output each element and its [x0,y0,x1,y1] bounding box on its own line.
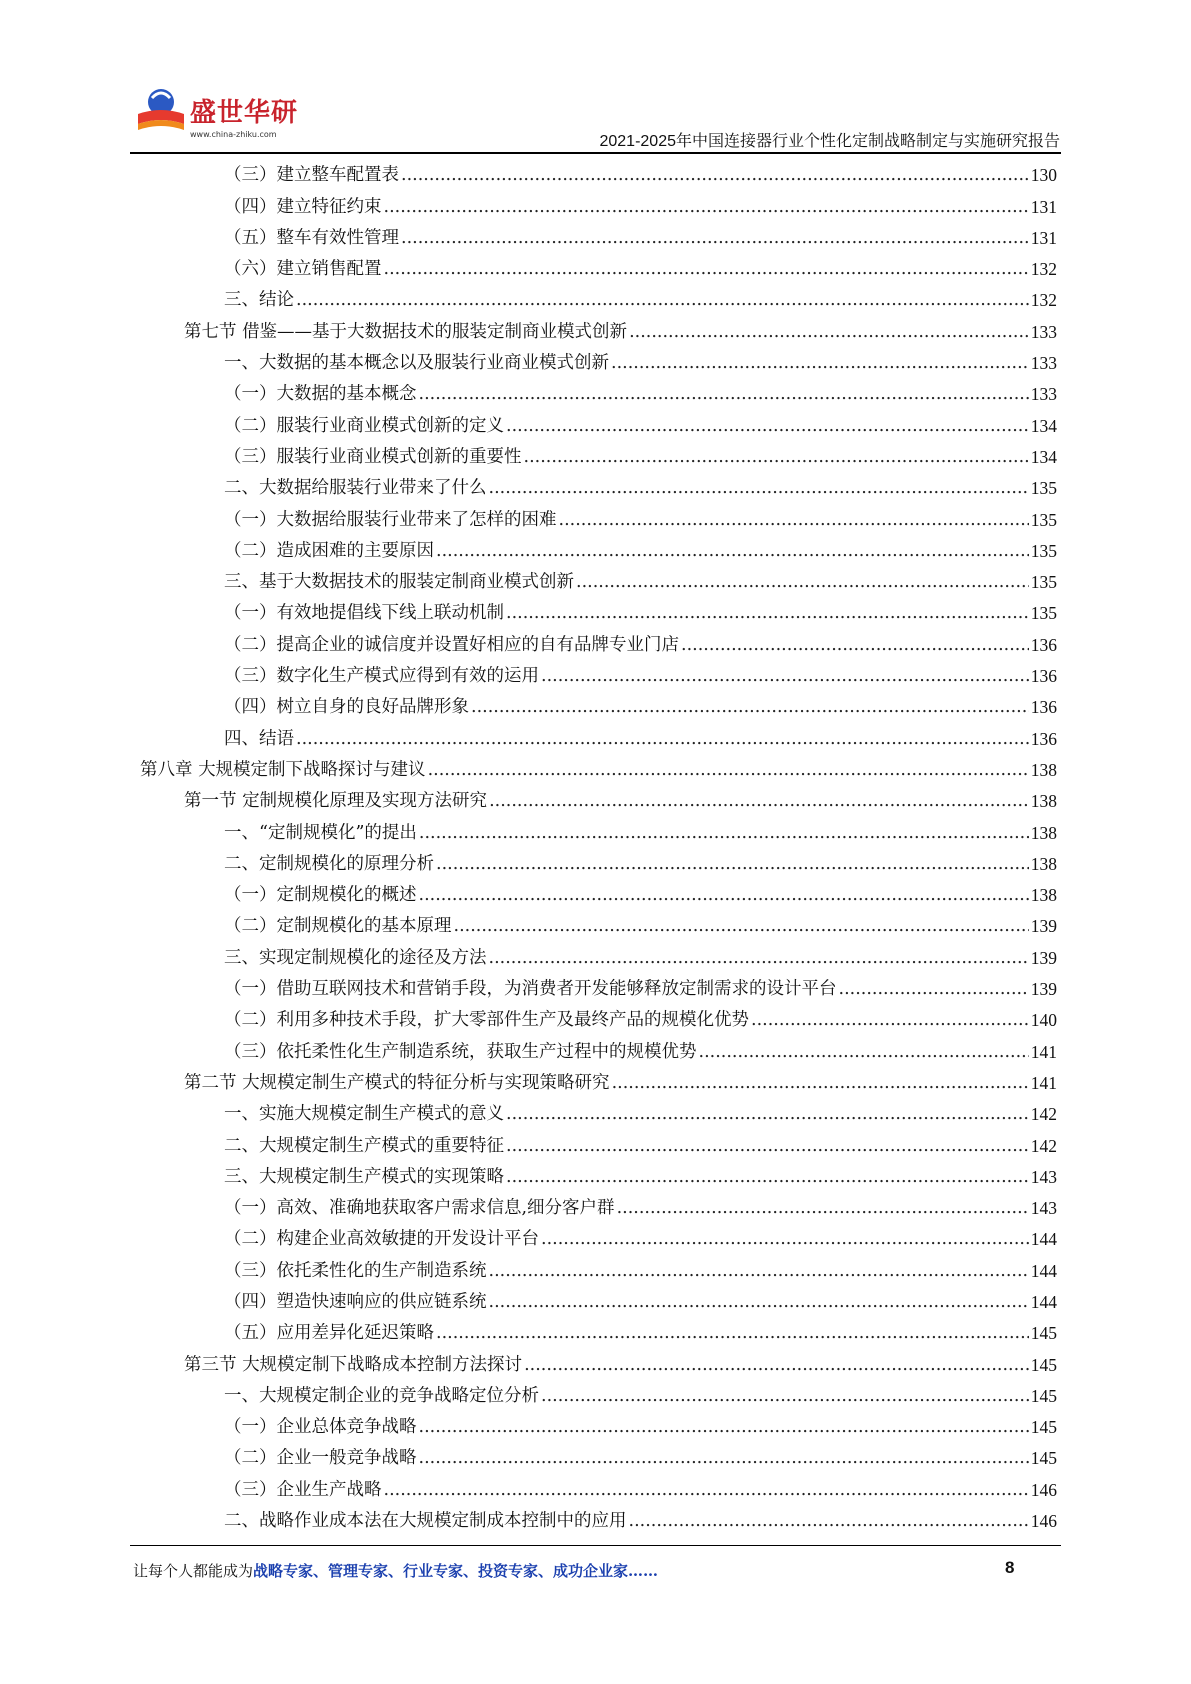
toc-entry[interactable] [140,410,1057,441]
toc-entry-page: 144 [1030,1260,1057,1281]
toc-entry-page: 131 [1030,196,1057,217]
toc-entry-page: 130 [1030,165,1057,186]
toc-entry-page: 134 [1030,446,1057,467]
toc-entry-title: （二）提高企业的诚信度并设置好相应的自有品牌专业门店 [224,634,679,655]
slogan-prefix: 让每个人都能成为 [133,1562,254,1580]
toc-dot-leader [541,661,1029,692]
toc-entry-title: （二）定制规模化的基本原理 [224,916,452,937]
toc-entry[interactable] [140,911,1057,942]
toc-entry-title: 第二节 大规模定制生产模式的特征分析与实现策略研究 [184,1072,610,1093]
toc-entry-title: 三、实现定制规模化的途径及方法 [224,947,487,968]
toc-entry-title: （一）高效、准确地获取客户需求信息,细分客户群 [224,1198,615,1219]
toc-entry[interactable] [140,974,1057,1005]
toc-entry-page: 140 [1030,1010,1057,1031]
toc-entry[interactable] [140,254,1057,285]
toc-entry[interactable] [140,1068,1057,1099]
toc-dot-leader [839,974,1029,1005]
toc-dot-leader [506,598,1029,629]
toc-dot-leader [699,1037,1029,1068]
toc-entry[interactable] [140,598,1057,629]
toc-dot-leader [751,1005,1029,1036]
toc-entry-title: （三）依托柔性化生产制造系统，获取生产过程中的规模优势 [224,1041,697,1062]
toc-dot-leader [401,223,1029,254]
toc-entry-title: （一）大数据的基本概念 [224,384,417,405]
toc-entry-title: 二、定制规模化的原理分析 [224,853,434,874]
toc-entry[interactable] [140,1193,1057,1224]
toc-entry-page: 145 [1030,1448,1057,1469]
toc-entry-page: 143 [1030,1198,1057,1219]
toc-entry-page: 133 [1030,384,1057,405]
brand-name: 盛世华研 [190,98,299,128]
toc-dot-leader [471,692,1029,723]
toc-dot-leader [436,1318,1029,1349]
toc-entry[interactable] [140,316,1057,347]
toc-entry-title: （二）服装行业商业模式创新的定义 [224,415,504,436]
toc-entry[interactable] [140,1349,1057,1380]
toc-entry-page: 135 [1030,509,1057,530]
toc-entry-page: 138 [1030,853,1057,874]
page-number: 8 [1005,1558,1015,1577]
toc-entry-title: （三）数字化生产模式应得到有效的运用 [224,666,539,687]
toc-entry-title: （二）企业一般竞争战略 [224,1448,417,1469]
toc-entry-page: 144 [1030,1229,1057,1250]
toc-entry-title: （一）借助互联网技术和营销手段，为消费者开发能够释放定制需求的设计平台 [224,979,837,1000]
toc-entry-title: （二）造成困难的主要原因 [224,540,434,561]
toc-entry-title: （一）定制规模化的概述 [224,885,417,906]
toc-entry-title: （三）服装行业商业模式创新的重要性 [224,446,522,467]
toc-entry[interactable] [140,223,1057,254]
toc-entry-page: 138 [1030,791,1057,812]
toc-dot-leader [384,1475,1029,1506]
toc-dot-leader [681,630,1029,661]
toc-entry-title: （四）塑造快速响应的供应链系统 [224,1291,487,1312]
logo-icon [130,80,192,142]
toc-dot-leader [384,254,1029,285]
toc-entry[interactable] [140,473,1057,504]
toc-entry[interactable] [140,1443,1057,1474]
toc-entry-page: 132 [1030,290,1057,311]
toc-dot-leader [401,160,1029,191]
toc-dot-leader [506,1099,1029,1130]
toc-entry[interactable] [140,849,1057,880]
toc-entry-title: 一、大规模定制企业的竞争战略定位分析 [224,1385,539,1406]
toc-entry[interactable] [140,1318,1057,1349]
toc-dot-leader [524,442,1029,473]
company-logo [130,80,310,150]
toc-entry-title: 四、结语 [224,728,294,749]
toc-entry-page: 141 [1030,1041,1057,1062]
toc-entry-title: （四）树立自身的良好品牌形象 [224,697,469,718]
toc-dot-leader [506,1131,1029,1162]
toc-dot-leader [576,567,1029,598]
toc-dot-leader [559,505,1029,536]
toc-dot-leader [541,1224,1029,1255]
toc-entry-title: 一、“定制规模化”的提出 [224,822,417,843]
toc-entry-page: 138 [1030,822,1057,843]
toc-entry[interactable] [140,1224,1057,1255]
toc-dot-leader [506,1162,1029,1193]
toc-entry[interactable] [140,1162,1057,1193]
toc-dot-leader [419,880,1029,911]
toc-entry[interactable] [140,942,1057,973]
toc-entry-page: 139 [1030,947,1057,968]
toc-entry-page: 132 [1030,259,1057,280]
toc-dot-leader [506,411,1029,442]
toc-entry-title: （一）有效地提倡线下线上联动机制 [224,603,504,624]
toc-entry-page: 139 [1030,916,1057,937]
toc-entry-page: 136 [1030,728,1057,749]
toc-dot-leader [489,1287,1029,1318]
toc-entry-page: 136 [1030,634,1057,655]
toc-dot-leader [296,285,1029,316]
toc-entry-page: 144 [1030,1291,1057,1312]
toc-entry-title: （二）构建企业高效敏捷的开发设计平台 [224,1229,539,1250]
toc-entry-title: （五）应用差异化延迟策略 [224,1323,434,1344]
document-title: 2021-2025年中国连接器行业个性化定制战略制定与实施研究报告 [599,133,1060,150]
toc-entry-title: 三、大规模定制生产模式的实现策略 [224,1166,504,1187]
toc-dot-leader [419,379,1029,410]
toc-entry-title: 第三节 大规模定制下战略成本控制方法探讨 [184,1354,523,1375]
toc-entry-title: （三）建立整车配置表 [224,165,399,186]
toc-entry-page: 135 [1030,603,1057,624]
toc-entry-page: 139 [1030,979,1057,1000]
toc-entry[interactable] [140,692,1057,723]
toc-entry[interactable] [140,1099,1057,1130]
toc-entry[interactable] [140,1255,1057,1286]
toc-entry[interactable] [140,817,1057,848]
toc-entry-title: （六）建立销售配置 [224,259,382,280]
toc-dot-leader [296,724,1029,755]
toc-entry-page: 145 [1030,1354,1057,1375]
toc-entry-page: 133 [1030,353,1057,374]
toc-entry-page: 145 [1030,1385,1057,1406]
toc-entry-page: 136 [1030,666,1057,687]
toc-entry-page: 141 [1030,1072,1057,1093]
slogan-highlight: 战略专家、管理专家、行业专家、投资专家、成功企业家…… [253,1562,659,1580]
toc-entry[interactable] [140,536,1057,567]
toc-entry-page: 145 [1030,1323,1057,1344]
table-of-contents [140,160,1057,1537]
brand-website: www.china-zhiku.com [190,130,277,139]
toc-dot-leader [629,1506,1029,1537]
toc-entry[interactable] [140,160,1057,191]
toc-dot-leader [436,849,1029,880]
toc-entry-page: 134 [1030,415,1057,436]
toc-dot-leader [436,536,1029,567]
toc-entry-title: 第七节 借鉴——基于大数据技术的服装定制商业模式创新 [184,321,628,342]
toc-dot-leader [489,473,1029,504]
header-divider [130,152,1061,154]
toc-entry-page: 145 [1030,1417,1057,1438]
toc-entry-page: 135 [1030,540,1057,561]
toc-entry-page: 146 [1030,1511,1057,1532]
page-header [130,80,1060,150]
footer-divider [130,1545,1061,1546]
toc-entry-page: 142 [1030,1135,1057,1156]
toc-entry[interactable] [140,567,1057,598]
toc-dot-leader [617,1193,1029,1224]
toc-dot-leader [454,911,1029,942]
toc-dot-leader [428,755,1029,786]
footer-slogan [133,1560,658,1581]
toc-entry-title: （四）建立特征约束 [224,196,382,217]
toc-entry-page: 138 [1030,759,1057,780]
toc-entry[interactable] [140,504,1057,535]
toc-entry-title: 一、大数据的基本概念以及服装行业商业模式创新 [224,353,609,374]
toc-dot-leader [419,1443,1029,1474]
toc-entry[interactable] [140,1130,1057,1161]
toc-entry[interactable] [140,285,1057,316]
toc-entry-title: 二、大规模定制生产模式的重要特征 [224,1135,504,1156]
toc-entry-title: 第一节 定制规模化原理及实现方法研究 [184,791,488,812]
toc-entry-page: 136 [1030,697,1057,718]
toc-dot-leader [612,1068,1029,1099]
toc-entry-page: 146 [1030,1479,1057,1500]
toc-entry[interactable] [140,755,1057,786]
toc-entry-title: （五）整车有效性管理 [224,227,399,248]
toc-entry[interactable] [140,723,1057,754]
toc-entry[interactable] [140,1287,1057,1318]
toc-entry[interactable] [140,191,1057,222]
toc-entry[interactable] [140,629,1057,660]
toc-entry[interactable] [140,786,1057,817]
toc-dot-leader [489,1256,1029,1287]
toc-entry-title: 二、大数据给服装行业带来了什么 [224,478,487,499]
toc-entry-page: 135 [1030,572,1057,593]
toc-entry-title: 三、基于大数据技术的服装定制商业模式创新 [224,572,574,593]
toc-dot-leader [489,943,1029,974]
toc-entry-page: 142 [1030,1104,1057,1125]
toc-dot-leader [541,1381,1029,1412]
toc-entry[interactable] [140,1036,1057,1067]
toc-dot-leader [611,348,1029,379]
toc-entry[interactable] [140,348,1057,379]
toc-entry[interactable] [140,1506,1057,1537]
toc-entry[interactable] [140,379,1057,410]
toc-entry-title: 第八章 大规模定制下战略探讨与建议 [140,759,426,780]
toc-entry[interactable] [140,1474,1057,1505]
toc-entry-title: （三）企业生产战略 [224,1479,382,1500]
toc-entry-title: （二）利用多种技术手段，扩大零部件生产及最终产品的规模化优势 [224,1010,749,1031]
toc-entry[interactable] [140,880,1057,911]
toc-entry-page: 133 [1030,321,1057,342]
toc-dot-leader [629,317,1029,348]
toc-entry-title: 三、结论 [224,290,294,311]
toc-entry-title: （三）依托柔性化的生产制造系统 [224,1260,487,1281]
toc-entry[interactable] [140,1005,1057,1036]
toc-entry[interactable] [140,442,1057,473]
toc-dot-leader [384,192,1029,223]
toc-entry-page: 131 [1030,227,1057,248]
toc-entry-title: 一、实施大规模定制生产模式的意义 [224,1104,504,1125]
toc-entry-title: 二、战略作业成本法在大规模定制成本控制中的应用 [224,1511,627,1532]
toc-entry-title: （一）企业总体竞争战略 [224,1417,417,1438]
toc-entry-page: 138 [1030,885,1057,906]
toc-entry-page: 135 [1030,478,1057,499]
toc-dot-leader [489,786,1029,817]
toc-entry-page: 143 [1030,1166,1057,1187]
toc-entry[interactable] [140,1381,1057,1412]
toc-dot-leader [419,818,1029,849]
toc-entry[interactable] [140,1412,1057,1443]
toc-dot-leader [419,1412,1029,1443]
toc-dot-leader [524,1350,1029,1381]
toc-entry[interactable] [140,661,1057,692]
toc-entry-title: （一）大数据给服装行业带来了怎样的困难 [224,509,557,530]
